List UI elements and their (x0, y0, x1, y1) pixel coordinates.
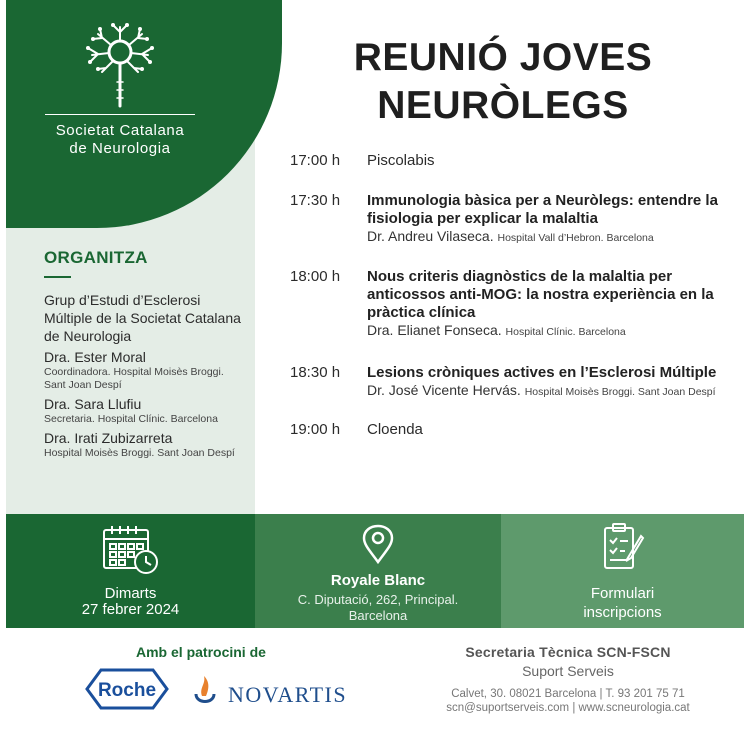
schedule-time: 17:00 h (290, 152, 341, 169)
speaker-name: Dr. Andreu Vilaseca. (367, 228, 494, 244)
schedule-item (290, 421, 740, 439)
schedule-time: 17:30 h (290, 192, 341, 209)
info-banner (6, 514, 744, 628)
left-column (6, 0, 255, 514)
schedule-title: Immunologia bàsica per a Neuròlegs: entendre la fisiologia per explicar la malaltia (367, 192, 718, 227)
schedule-time: 19:00 h (290, 421, 341, 438)
venue-city: Barcelona (348, 608, 408, 623)
organizers-section (44, 248, 244, 460)
logo-text-line2: de Neurologia (69, 140, 171, 157)
organizer-member (44, 348, 244, 392)
member-role: Secretaria. Hospital Clínic. Barcelona (44, 413, 218, 425)
location-pin-icon (361, 524, 395, 564)
schedule (290, 152, 740, 439)
neuron-icon (78, 22, 162, 112)
organizers-heading: ORGANITZA (44, 248, 148, 267)
schedule-title: Nous criteris diagnòstics de la malaltia per anticossos anti-MOG: la nostra experiència en la pràctica clínica (367, 268, 714, 321)
novartis-logo-text: NOVARTIS (228, 682, 348, 707)
novartis-logo (192, 674, 377, 708)
calendar-icon (102, 524, 160, 576)
schedule-speaker (367, 322, 740, 341)
date-cell (6, 514, 255, 628)
event-title (262, 34, 744, 130)
schedule-time: 18:30 h (290, 364, 341, 381)
speaker-hospital: Hospital Clínic. Barcelona (505, 326, 626, 338)
poster (6, 0, 744, 735)
logo-divider (45, 114, 195, 115)
member-name: Dra. Sara Llufiu (44, 396, 142, 412)
schedule-title: Cloenda (367, 421, 423, 438)
venue-name: Royale Blanc (330, 572, 426, 589)
venue-cell (255, 514, 501, 628)
schedule-speaker (367, 228, 740, 247)
technical-secretariat (422, 644, 714, 716)
speaker-name: Dr. José Vicente Hervás. (367, 382, 521, 398)
speaker-hospital: Hospital Vall d’Hebron. Barcelona (497, 232, 654, 244)
venue-address: C. Diputació, 262, Principal. (297, 592, 459, 607)
secretariat-title: Secretaria Tècnica SCN-FSCN (465, 644, 671, 660)
clipboard-icon (601, 522, 645, 572)
member-role: Hospital Moisès Broggi. Sant Joan Despí (44, 447, 235, 459)
organizer-group: Grup d’Estudi d’Esclerosi Múltiple de la Societat Catalana de Neurologia (44, 292, 241, 344)
roche-logo (85, 668, 169, 710)
speaker-name: Dra. Elianet Fonseca. (367, 322, 502, 338)
member-name: Dra. Irati Zubizarreta (44, 430, 173, 446)
schedule-speaker (367, 382, 740, 401)
schedule-item (290, 192, 740, 247)
secretariat-contact-links[interactable]: scn@suportserveis.com | www.scneurologia.cat (446, 702, 690, 714)
schedule-item (290, 364, 740, 401)
logo-text-line1: Societat Catalana (55, 122, 185, 139)
organizers-rule (44, 276, 71, 278)
title-line1: REUNIÓ JOVES (353, 36, 653, 79)
sponsors-label: Amb el patrocini de (136, 644, 266, 660)
organizer-member (44, 395, 244, 426)
roche-logo-text: Roche (97, 680, 157, 701)
member-name: Dra. Ester Moral (44, 349, 146, 365)
form-label-line1[interactable]: Formulari (590, 585, 655, 602)
form-label-line2[interactable]: inscripcions (583, 604, 662, 621)
schedule-time: 18:00 h (290, 268, 341, 285)
speaker-hospital: Hospital Moisès Broggi. Sant Joan Despí (524, 386, 716, 398)
schedule-item (290, 268, 740, 341)
event-day: Dimarts (104, 585, 157, 602)
organizer-member (44, 429, 244, 460)
secretariat-address: Calvet, 30. 08021 Barcelona | T. 93 201 75 71 (451, 688, 685, 700)
scn-logo (6, 22, 234, 158)
member-role: Coordinadora. Hospital Moisès Broggi. Sant Joan Despí (44, 366, 224, 391)
schedule-title: Piscolabis (367, 152, 435, 169)
title-line2: NEURÒLEGS (377, 84, 629, 127)
schedule-item (290, 152, 740, 170)
schedule-title: Lesions cròniques actives en l’Esclerosi Múltiple (367, 364, 717, 381)
event-date: 27 febrer 2024 (81, 601, 180, 618)
secretariat-company: Suport Serveis (522, 663, 614, 679)
registration-form-cell[interactable] (501, 514, 744, 628)
